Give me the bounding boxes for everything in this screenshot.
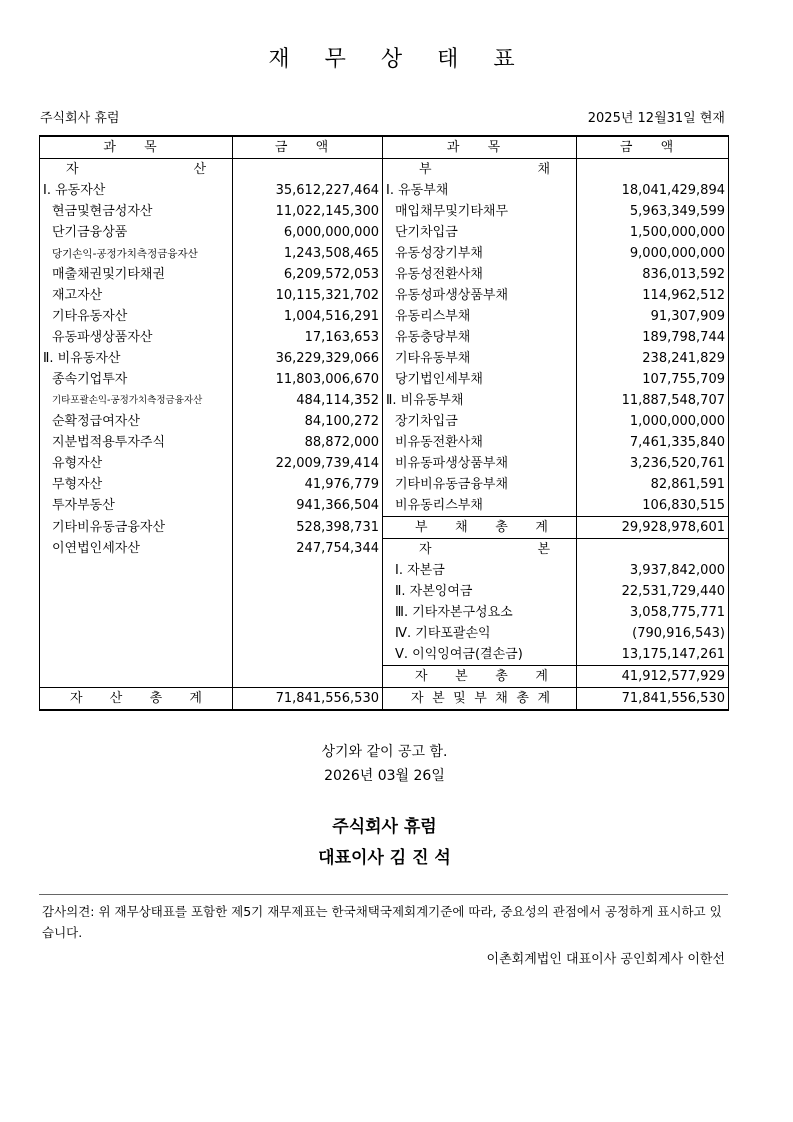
liability-name: Ⅱ. 비유동부채 [383, 390, 577, 411]
equity-amount: 3,058,775,771 [577, 602, 729, 623]
liability-amount: 106,830,515 [577, 495, 729, 517]
liability-name: 유동성전환사채 [383, 264, 577, 285]
header-account-left: 과 목 [40, 136, 233, 159]
liability-amount: 836,013,592 [577, 264, 729, 285]
asset-name: 유동파생상품자산 [40, 327, 233, 348]
auditor-signature: 이촌회계법인 대표이사 공인회계사 이한선 [486, 952, 725, 967]
equity-name: Ⅱ. 자본잉여금 [383, 581, 577, 602]
equity-total-label: 자 본 총 계 [383, 666, 577, 688]
header-amount-left: 금 액 [233, 136, 383, 159]
liability-name: 비유동파생상품부채 [383, 453, 577, 474]
liability-name: Ⅰ. 유동부채 [383, 180, 577, 201]
notice-date: 2026년 03월 26일 [324, 768, 445, 784]
liability-name: 기타비유동금융부채 [383, 474, 577, 495]
liability-name: 유동성파생상품부채 [383, 285, 577, 306]
asset-name: 순확정급여자산 [40, 411, 233, 432]
header-amount-right: 금 액 [577, 136, 729, 159]
asset-name: 현금및현금성자산 [40, 201, 233, 222]
assets-section-label: 자 산 [40, 159, 233, 181]
equity-amount: 3,937,842,000 [577, 560, 729, 581]
liab-equity-total-label: 자 본 및 부 채 총 계 [383, 688, 577, 711]
asset-amount: 41,976,779 [233, 474, 383, 495]
table-row [40, 201, 729, 222]
liability-name: 매입채무및기타채무 [383, 201, 577, 222]
equity-name: Ⅲ. 기타자본구성요소 [383, 602, 577, 623]
asset-name: 기타유동자산 [40, 306, 233, 327]
divider [39, 894, 728, 895]
table-row [40, 453, 729, 474]
table-row [40, 432, 729, 453]
asset-amount: 22,009,739,414 [233, 453, 383, 474]
table-row [40, 474, 729, 495]
asset-name: Ⅰ. 유동자산 [40, 180, 233, 201]
liability-amount: 82,861,591 [577, 474, 729, 495]
asset-name: 지분법적용투자주식 [40, 432, 233, 453]
table-row [40, 411, 729, 432]
asset-name: 매출채권및기타채권 [40, 264, 233, 285]
liability-amount: 1,500,000,000 [577, 222, 729, 243]
equity-name: Ⅳ. 기타포괄손익 [383, 623, 577, 644]
liability-name: 장기차입금 [383, 411, 577, 432]
asset-amount: 11,022,145,300 [233, 201, 383, 222]
table-row [40, 495, 729, 517]
asset-name: 종속기업투자 [40, 369, 233, 390]
table-row [40, 369, 729, 390]
asset-amount: 35,612,227,464 [233, 180, 383, 201]
table-header-row [40, 136, 729, 159]
asset-amount: 528,398,731 [233, 517, 383, 539]
asset-amount: 10,115,321,702 [233, 285, 383, 306]
table-row [40, 390, 729, 411]
asset-amount: 84,100,272 [233, 411, 383, 432]
equity-section-label: 자 본 [383, 539, 577, 561]
company-name: 주식회사 휴럼 [332, 817, 437, 837]
asset-name: Ⅱ. 비유동자산 [40, 348, 233, 369]
table-row [40, 306, 729, 327]
asset-name: 단기금융상품 [40, 222, 233, 243]
asset-amount: 941,366,504 [233, 495, 383, 517]
equity-amount: (790,916,543) [577, 623, 729, 644]
asset-name: 이연법인세자산 [40, 539, 233, 561]
date-label: 2025년 12월31일 현재 [587, 111, 725, 126]
assets-total-amount: 71,841,556,530 [233, 688, 383, 711]
assets-total-label: 자 산 총 계 [40, 688, 233, 711]
audit-opinion: 감사의견: 위 재무상태표를 포함한 제5기 재무제표는 한국채택국제회계기준에 따라, 중요성의 관점에서 공정하게 표시하고 있습니다. [42, 904, 722, 940]
asset-amount: 484,114,352 [233, 390, 383, 411]
liability-amount: 5,963,349,599 [577, 201, 729, 222]
asset-amount: 247,754,344 [233, 539, 383, 561]
liability-amount: 189,798,744 [577, 327, 729, 348]
liability-name: 유동충당부채 [383, 327, 577, 348]
asset-name: 재고자산 [40, 285, 233, 306]
table-row [40, 159, 729, 181]
asset-amount: 1,004,516,291 [233, 306, 383, 327]
table-row [40, 666, 729, 688]
table-row [40, 517, 729, 539]
table-row [40, 180, 729, 201]
table-row [40, 264, 729, 285]
table-row [40, 539, 729, 561]
liability-name: 유동리스부채 [383, 306, 577, 327]
liability-amount: 107,755,709 [577, 369, 729, 390]
table-row [40, 581, 729, 602]
asset-name: 투자부동산 [40, 495, 233, 517]
liability-amount: 3,236,520,761 [577, 453, 729, 474]
asset-amount: 6,209,572,053 [233, 264, 383, 285]
notice-text: 상기와 같이 공고 함. [321, 744, 448, 760]
asset-amount: 36,229,329,066 [233, 348, 383, 369]
equity-amount: 22,531,729,440 [577, 581, 729, 602]
liability-amount: 18,041,429,894 [577, 180, 729, 201]
table-row [40, 644, 729, 666]
table-row [40, 348, 729, 369]
asset-amount: 1,243,508,465 [233, 243, 383, 264]
liability-name: 유동성장기부채 [383, 243, 577, 264]
asset-name: 당기손익-공정가치측정금융자산 [40, 243, 233, 264]
totals-row [40, 688, 729, 711]
asset-name: 기타비유동금융자산 [40, 517, 233, 539]
table-row [40, 327, 729, 348]
liability-amount: 9,000,000,000 [577, 243, 729, 264]
table-row [40, 222, 729, 243]
ceo-line: 대표이사 김 진 석 [318, 848, 451, 868]
asset-amount: 11,803,006,670 [233, 369, 383, 390]
equity-total-amount: 41,912,577,929 [577, 666, 729, 688]
equity-name: Ⅰ. 자본금 [383, 560, 577, 581]
liability-amount: 7,461,335,840 [577, 432, 729, 453]
liab-equity-total-amount: 71,841,556,530 [577, 688, 729, 711]
equity-amount: 13,175,147,261 [577, 644, 729, 666]
document-title: 재 무 상 태 표 [268, 47, 529, 72]
balance-sheet-table [39, 135, 729, 711]
asset-name: 기타포괄손익-공정가치측정금융자산 [40, 390, 233, 411]
liability-amount: 11,887,548,707 [577, 390, 729, 411]
table-row [40, 285, 729, 306]
liabilities-section-label: 부 채 [383, 159, 577, 181]
equity-name: Ⅴ. 이익잉여금(결손금) [383, 644, 577, 666]
asset-amount: 6,000,000,000 [233, 222, 383, 243]
liability-amount: 91,307,909 [577, 306, 729, 327]
liabilities-total-label: 부 채 총 계 [383, 517, 577, 539]
liability-amount: 114,962,512 [577, 285, 729, 306]
liability-name: 비유동리스부채 [383, 495, 577, 517]
table-row [40, 623, 729, 644]
liability-name: 비유동전환사채 [383, 432, 577, 453]
asset-name: 유형자산 [40, 453, 233, 474]
liabilities-total-amount: 29,928,978,601 [577, 517, 729, 539]
liability-amount: 1,000,000,000 [577, 411, 729, 432]
asset-amount: 88,872,000 [233, 432, 383, 453]
company-label: 주식회사 휴럼 [40, 111, 120, 126]
asset-amount: 17,163,653 [233, 327, 383, 348]
table-row [40, 243, 729, 264]
liability-name: 단기차입금 [383, 222, 577, 243]
asset-name: 무형자산 [40, 474, 233, 495]
header-account-right: 과 목 [383, 136, 577, 159]
table-row [40, 560, 729, 581]
liability-name: 당기법인세부채 [383, 369, 577, 390]
table-row [40, 602, 729, 623]
liability-name: 기타유동부채 [383, 348, 577, 369]
liability-amount: 238,241,829 [577, 348, 729, 369]
